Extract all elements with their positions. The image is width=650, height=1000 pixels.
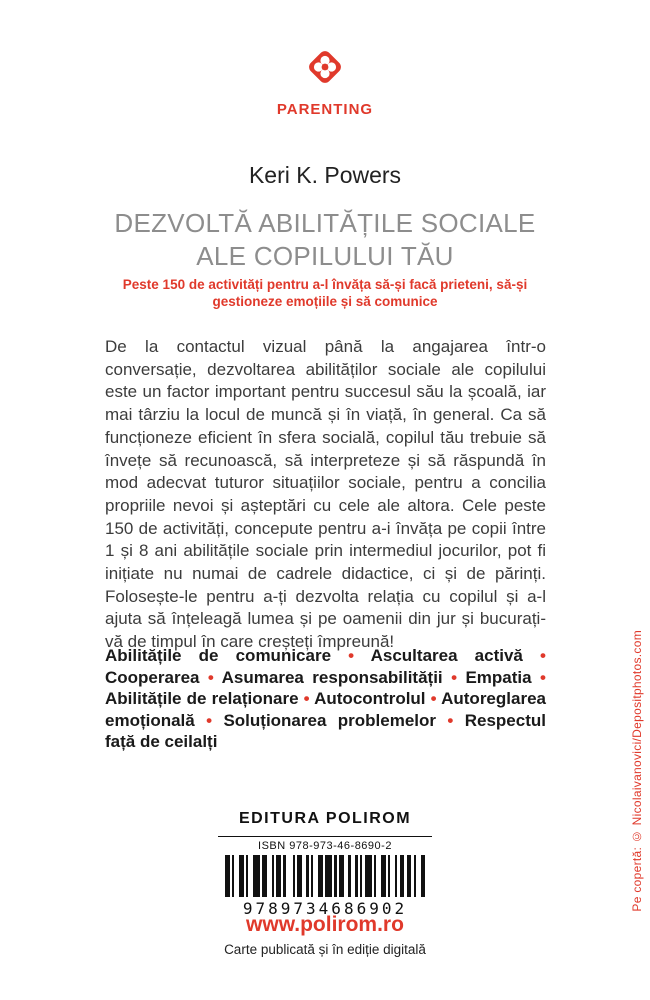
book-title-line2: ALE COPILULUI TĂU (196, 241, 454, 271)
barcode-bar (421, 855, 426, 897)
keyword: Respectul față de ceilalți (105, 710, 546, 752)
keyword: Cooperarea (105, 667, 200, 687)
barcode-bar (253, 855, 260, 897)
publisher-logo-block (0, 46, 650, 118)
keyword: Asumarea responsabilității (221, 667, 443, 687)
keyword: Autocontrolul (314, 689, 426, 709)
bullet-separator-icon: • (331, 646, 371, 665)
barcode-block (218, 836, 432, 918)
bullet-separator-icon: • (194, 710, 224, 730)
author-name: Keri K. Powers (248, 162, 402, 188)
back-cover-description: De la contactul vizual până la angajarea într-o conversație, dezvoltarea abilităților sociale ale copilului este un factor important pentru succesul său la școală, iar mai târziu la locul de muncă și în viață, în general. Ca să funcționeze eficient în sfera socială, copilul tău trebuie să învețe să recunoască, să interpreteze și să răspundă în mod adecvat tuturor situațiilor sociale, pentru a concilia propriile nevoi și așteptări cu cele ale altora. Cele peste 150 de activități, concepute pentru a-i învăța pe copii între 1 și 8 ani abilitățile sociale prin intermediul jocurilor, pot fi inițiate nu numai de cadrele didactice, ci și de părinți. Folosește-le pentru a-ți dezvolta relația cu copilul și a-l ajuta să înțeleagă lumea și pe oamenii din jur și bucurați-vă de timpul în care creșteți împreună! (105, 337, 546, 652)
keyword: Abilitățile de relaționare (105, 689, 299, 709)
publisher-name: EDITURA POLIROM (238, 810, 412, 827)
barcode-digits: 9789734686902 (242, 899, 408, 918)
keyword: Autoreglarea emoțională (105, 689, 546, 730)
barcode-bar (325, 855, 332, 897)
bullet-separator-icon: • (199, 667, 222, 687)
barcode-gap (286, 855, 293, 897)
photo-credit: Pe copertă: © Nicolaivanovici/Depositphotos.com (630, 630, 644, 912)
keyword: Soluționarea problemelor (223, 710, 437, 730)
book-subtitle: Peste 150 de activități pentru a-l învăța să-și facă prieteni, să-și gestioneze emoțiile și să comunice (122, 277, 528, 309)
keyword: Empatia (465, 667, 532, 687)
keyword: Abilitățile de comunicare (105, 646, 332, 665)
book-title-line1: DEZVOLTĂ ABILITĂȚILE SOCIALE (114, 208, 536, 238)
bullet-separator-icon: • (522, 646, 546, 665)
polirom-flower-icon (304, 46, 346, 88)
bullet-separator-icon: • (531, 667, 546, 687)
bullet-separator-icon: • (436, 710, 465, 730)
book-title (0, 207, 650, 273)
bullet-separator-icon: • (425, 689, 442, 709)
keywords-paragraph (105, 645, 546, 753)
series-label: PARENTING (276, 101, 374, 118)
digital-edition-note: Carte publicată și în ediție digitală (224, 942, 426, 957)
bullet-separator-icon: • (442, 667, 466, 687)
barcode-bar (365, 855, 372, 897)
keyword: Ascultarea activă (370, 646, 523, 665)
bullet-separator-icon: • (298, 689, 315, 709)
publisher-website: www.polirom.ro (246, 913, 404, 936)
barcode-bars (225, 855, 425, 897)
isbn-label: ISBN 978-973-46-8690-2 (258, 840, 392, 852)
